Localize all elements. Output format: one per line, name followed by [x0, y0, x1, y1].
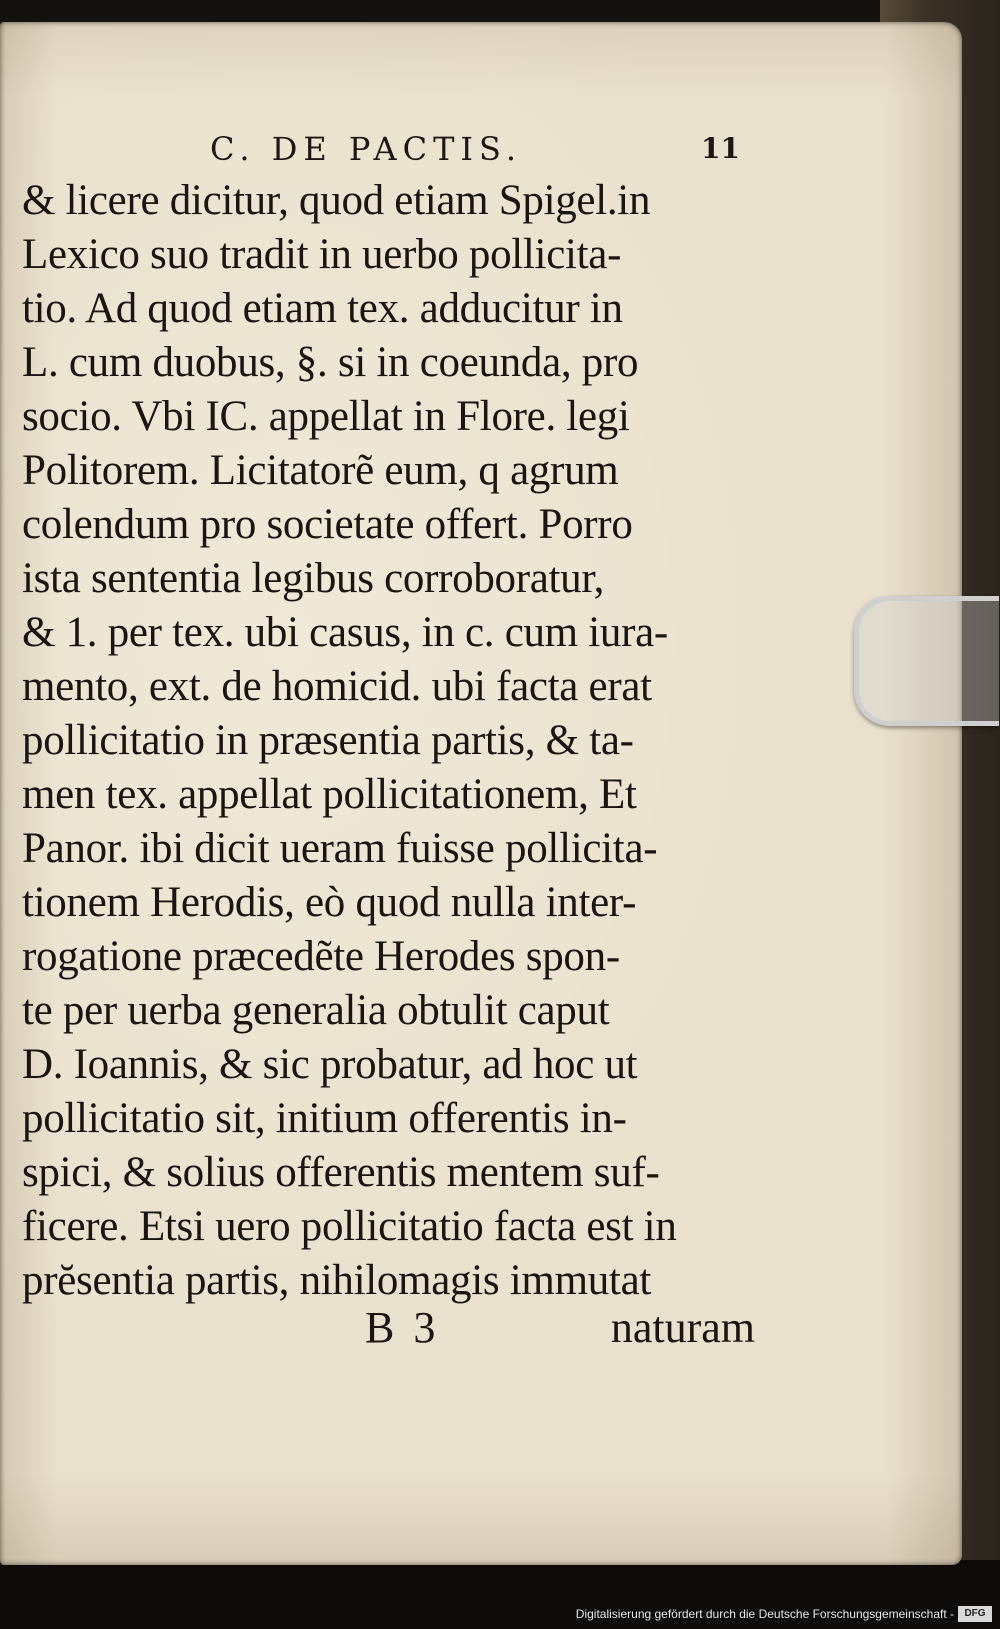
text-line: socio. Vbi IC. appellat in Flore. legi: [22, 393, 630, 440]
running-head: C. DE PACTIS.: [210, 130, 522, 168]
page-header: [210, 130, 740, 170]
text-line: pollicitatio sit, initium offerentis in-: [22, 1095, 627, 1142]
catchword: naturam: [610, 1303, 755, 1352]
dfg-logo-icon: DFG: [958, 1606, 992, 1622]
page-clip: [854, 596, 999, 726]
text-line: Politorem. Licitatorẽ eum, q agrum: [22, 447, 619, 494]
text-line: Lexico suo tradit in uerbo pollicita-: [22, 231, 622, 278]
text-line: tionem Herodis, eò quod nulla inter-: [22, 879, 637, 926]
text-line: rogatione præcedẽte Herodes spon-: [22, 933, 620, 980]
credit-text: Digitalisierung gefördert durch die Deutsche Forschungsgemeinschaft -: [575, 1607, 954, 1621]
text-line: ista sententia legibus corroboratur,: [22, 555, 605, 602]
page-footer: [365, 1302, 755, 1362]
text-line: mento, ext. de homicid. ubi facta erat: [22, 663, 652, 710]
body-text: [22, 174, 757, 1308]
signature-mark: B 3: [365, 1303, 440, 1352]
text-line: prĕsentia partis, nihilomagis immutat: [22, 1257, 652, 1304]
text-line: tio. Ad quod etiam tex. adducitur in: [22, 285, 623, 332]
text-line: colendum pro societate offert. Porro: [22, 501, 633, 548]
text-line: & 1. per tex. ubi casus, in c. cum iura-: [22, 609, 668, 656]
text-line: spici, & solius offerentis mentem suf-: [22, 1149, 660, 1196]
text-line: ficere. Etsi uero pollicitatio facta est in: [22, 1203, 677, 1250]
text-line: pollicitatio in præsentia partis, & ta-: [22, 717, 634, 764]
book-page: [0, 22, 962, 1565]
text-line: D. Ioannis, & sic probatur, ad hoc ut: [22, 1041, 638, 1088]
text-line: & licere dicitur, quod etiam Spigel.in: [22, 177, 651, 224]
text-line: men tex. appellat pollicitationem, Et: [22, 771, 637, 818]
text-line: Panor. ibi dicit ueram fuisse pollicita-: [22, 825, 658, 872]
text-line: te per uerba generalia obtulit caput: [22, 987, 610, 1034]
page-number: 11: [701, 132, 740, 165]
text-line: L. cum duobus, §. si in coeunda, pro: [22, 339, 639, 386]
digitization-credit: [0, 1602, 1000, 1629]
